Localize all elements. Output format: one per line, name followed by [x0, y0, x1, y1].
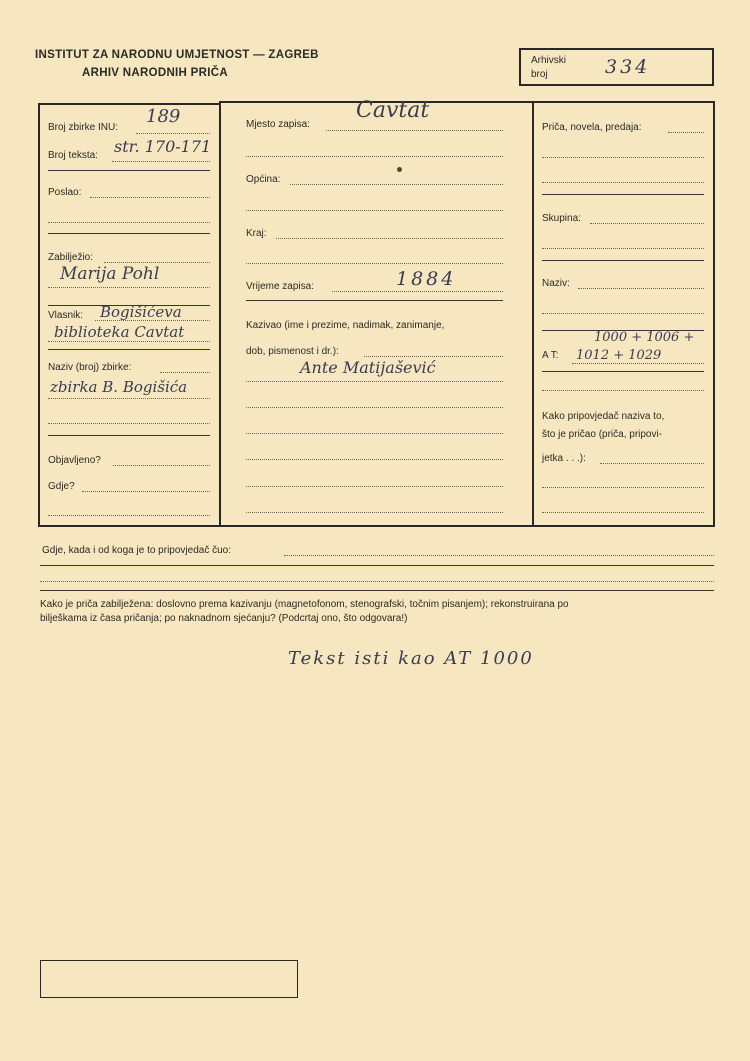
archive-number-label-2: broj [531, 69, 548, 80]
group-label: Skupina: [542, 213, 581, 224]
narrator-term-label-3: jetka . . .): [542, 453, 586, 464]
dotted-line [48, 398, 210, 399]
owner-value: Bogišićeva [100, 303, 182, 321]
heard-from-label: Gdje, kada i od koga je to pripovjedač čuo: [42, 545, 232, 556]
dotted-line [246, 263, 503, 264]
bottom-label-box [40, 960, 298, 998]
sent-by-label: Poslao: [48, 187, 82, 198]
story-type-label: Priča, novela, predaja: [542, 122, 642, 133]
ink-dot [397, 167, 402, 172]
dotted-line [82, 491, 210, 492]
dotted-line [48, 423, 210, 424]
dotted-line [246, 433, 503, 434]
dotted-line [572, 363, 704, 364]
archive-number-value: 334 [605, 56, 651, 78]
archive-title: ARHIV NARODNIH PRIČA [82, 67, 228, 79]
recording-method-line-1: Kako je priča zabilježena: doslovno prema kazivanju (magnetofonom, stenografski, točnim pisanjem); rekonstruirana po [40, 599, 569, 610]
dotted-line [542, 157, 704, 158]
at-value-top: 1000 + 1006 + [594, 330, 695, 345]
owner-value-2: biblioteka Cavtat [54, 323, 185, 341]
dotted-line [95, 320, 210, 321]
rule [48, 349, 210, 350]
dotted-line [48, 287, 210, 288]
recording-method-line-2: bilješkama iz časa pričanja; po naknadnom sjećanju? (Podcrtaj ono, što odgovara!) [40, 613, 408, 624]
narrator-term-label: Kako pripovjedač naziva to, [542, 411, 665, 422]
dotted-line [578, 288, 704, 289]
collection-number-value: 189 [146, 106, 181, 127]
dotted-line [246, 407, 503, 408]
dotted-line [246, 381, 503, 382]
rule [542, 194, 704, 195]
handwritten-note: Tekst isti kao AT 1000 [288, 648, 534, 669]
dotted-line [113, 465, 210, 466]
recording-time-label: Vrijeme zapisa: [246, 281, 314, 292]
dotted-line [160, 372, 210, 373]
text-number-label: Broj teksta: [48, 150, 99, 161]
dotted-line [542, 182, 704, 183]
dotted-line [542, 248, 704, 249]
dotted-line [284, 555, 714, 556]
place-value: Cavtat [356, 98, 430, 123]
rule [542, 260, 704, 261]
archive-number-box [519, 48, 714, 86]
recorded-by-value: Marija Pohl [60, 264, 160, 284]
narrator-value: Ante Matijašević [300, 358, 436, 377]
dotted-line [542, 512, 704, 513]
dotted-line [136, 133, 210, 134]
dotted-line [48, 222, 210, 223]
dotted-line [326, 130, 503, 131]
dotted-line [246, 512, 503, 513]
where-label: Gdje? [48, 481, 75, 492]
place-label: Mjesto zapisa: [246, 119, 310, 130]
text-number-value: str. 170-171 [114, 137, 212, 156]
at-value-bottom: 1012 + 1029 [576, 348, 662, 363]
dotted-line [246, 459, 503, 460]
dotted-line [112, 161, 210, 162]
rule [40, 565, 714, 566]
dotted-line [290, 184, 503, 185]
name-label: Naziv: [542, 278, 570, 289]
rule [40, 590, 714, 591]
dotted-line [48, 515, 210, 516]
dotted-line [90, 197, 210, 198]
collection-number-label: Broj zbirke INU: [48, 122, 119, 133]
dotted-line [590, 223, 704, 224]
owner-label: Vlasnik: [48, 310, 84, 321]
archive-number-label: Arhivski [531, 55, 567, 66]
recording-time-value: 1884 [396, 268, 457, 290]
dotted-line [542, 487, 704, 488]
dotted-line [542, 390, 704, 391]
dotted-line [48, 341, 210, 342]
recording-method-text [40, 598, 716, 626]
narrator-label-2: dob, pismenost i dr.): [246, 346, 339, 357]
rule [48, 435, 210, 436]
recorded-by-label: Zabilježio: [48, 252, 94, 263]
municipality-label: Općina: [246, 174, 281, 185]
narrator-term-label-2: što je pričao (priča, pripovi- [542, 429, 663, 440]
institute-title: INSTITUT ZA NARODNU UMJETNOST — ZAGREB [35, 49, 319, 61]
dotted-line [600, 463, 704, 464]
at-label: A T: [542, 350, 559, 361]
region-label: Kraj: [246, 228, 267, 239]
published-label: Objavljeno? [48, 455, 101, 466]
dotted-line [332, 291, 503, 292]
dotted-line [542, 313, 704, 314]
dotted-line [246, 486, 503, 487]
rule [48, 233, 210, 234]
dotted-line [40, 581, 714, 582]
dotted-line [364, 356, 503, 357]
dotted-line [246, 156, 503, 157]
dotted-line [668, 132, 704, 133]
rule [48, 170, 210, 171]
dotted-line [246, 210, 503, 211]
narrator-label: Kazivao (ime i prezime, nadimak, zanimanje, [246, 320, 445, 331]
collection-name-value: zbirka B. Bogišića [50, 378, 188, 396]
rule [542, 371, 704, 372]
rule [246, 300, 503, 301]
dotted-line [104, 262, 210, 263]
collection-name-label: Naziv (broj) zbirke: [48, 362, 132, 373]
dotted-line [276, 238, 503, 239]
